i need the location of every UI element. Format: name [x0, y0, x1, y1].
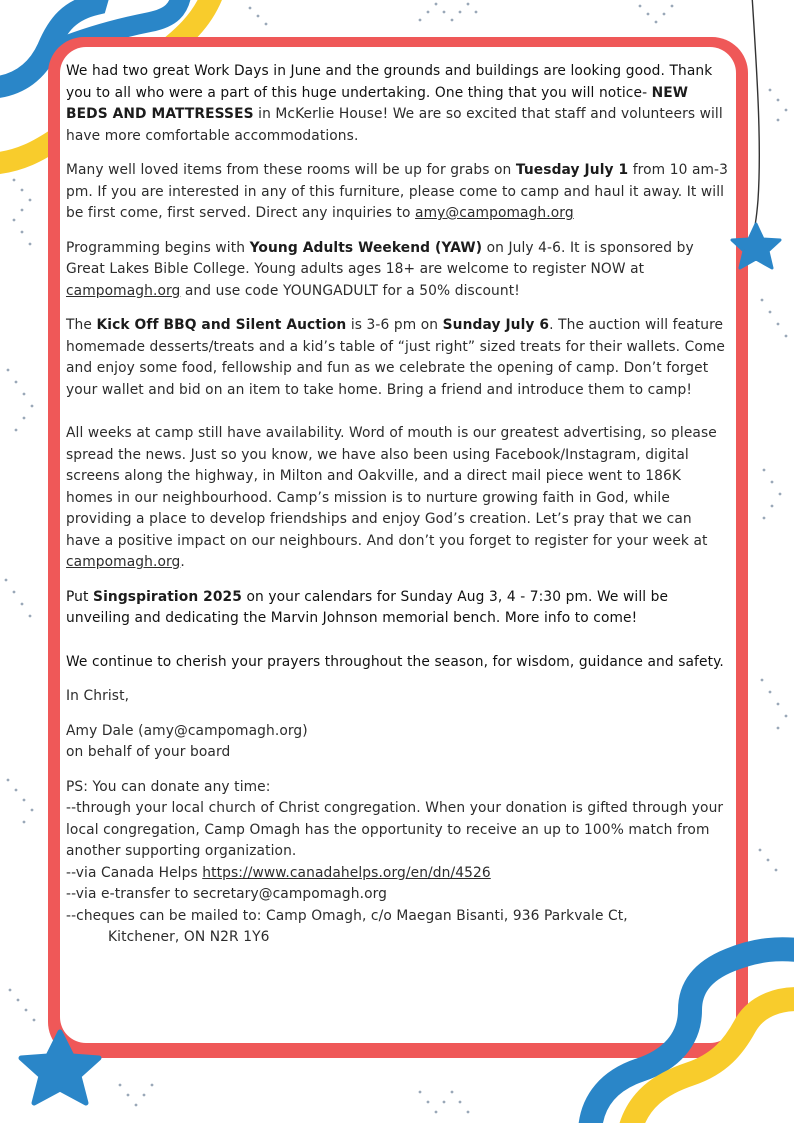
highlight-new-beds: NEW BEDS AND MATTRESSES — [66, 84, 689, 122]
blue-ribbon-bottom-right — [590, 949, 794, 1123]
highlight-bbq: Kick Off BBQ and Silent Auction — [96, 317, 347, 333]
paragraph-singspiration: Put Singspiration 2025 on your calendars for Sunday Aug 3, 4 - 7:30 pm. We will be unveiling and dedicating the Marvin Johnson memorial bench. More info to come! — [66, 588, 669, 626]
signature-role: on behalf of your board — [66, 744, 231, 760]
signature — [66, 721, 728, 764]
highlight-date: Tuesday July 1 — [515, 162, 629, 178]
ps-title: PS: You can donate any time: — [66, 778, 271, 795]
ps-cheques: --cheques can be mailed to: Camp Omagh, c/o Maegan Bisanti, 936 Parkvale Ct, — [66, 907, 628, 924]
canada-helps-link[interactable]: https://www.canadahelps.org/en/dn/4526 — [202, 864, 491, 881]
highlight-singspiration: Singspiration 2025 — [93, 588, 242, 605]
ps-etransfer: --via e-transfer to secretary@campomagh.org — [66, 886, 388, 902]
paragraph-prayers: We continue to cherish your prayers throughout the season, for wisdom, guidance and safety. — [66, 653, 724, 670]
hanging-string — [752, 0, 759, 236]
star-icon — [732, 224, 780, 268]
letter-body — [66, 61, 728, 962]
email-link[interactable]: amy@campomagh.org — [415, 205, 574, 221]
website-link[interactable]: campomagh.org — [66, 282, 181, 299]
paragraph-furniture: Many well loved items from these rooms will be up for grabs on Tuesday July 1 from 10 am-3 pm. If you are interested in any of this furniture, please come to camp and haul it away. It will be first come, first served. Direct any inquiries to amy@campomagh.org — [66, 162, 728, 221]
ps-canada-helps: --via Canada Helps https://www.canadahelps.org/en/dn/4526 — [66, 864, 491, 881]
paragraph-availability: All weeks at camp still have availability. Word of mouth is our greatest advertising, so please spread the news. Just so you know, we have also been using Facebook/Instagram, digital screens along the highway, in Milton and Oakville, and a direct mail piece went to 186K homes in our neighbourhood. Camp’s mission is to nurture growing faith in God, while providing a place to develop friendships and enjoy God’s creation. Let’s pray that we can have a positive impact on our neighbours. And don’t you forget to register for your week at campomagh.org. — [66, 425, 717, 570]
ps-church: --through your local church of Christ congregation. When your donation is gifted through your local congregation, Camp Omagh has the opportunity to receive an up to 100% match from another supporting organization. — [66, 800, 724, 859]
highlight-yaw: Young Adults Weekend (YAW) — [249, 239, 483, 256]
closing: In Christ, — [66, 688, 130, 704]
website-link[interactable]: campomagh.org — [66, 554, 181, 570]
paragraph-yaw: Programming begins with Young Adults Weekend (YAW) on July 4-6. It is sponsored by Great Lakes Bible College. Young adults ages 18+ are welcome to register NOW at campomagh.org and use code YOUNGADULT for a 50% discount! — [66, 239, 694, 299]
postscript — [66, 777, 728, 949]
paragraph-bbq: The Kick Off BBQ and Silent Auction is 3-6 pm on Sunday July 6. The auction will feature homemade desserts/treats and a kid’s table of “just right” sized treats for their wallets. Come and enjoy some food, fellowship and fun as we celebrate the opening of camp. Don’t forget your wallet and bid on an item to take home. Bring a friend and introduce them to camp! — [66, 317, 726, 398]
star-icon — [21, 1032, 99, 1103]
highlight-date: Sunday July 6 — [442, 317, 550, 333]
ps-address: Kitchener, ON N2R 1Y6 — [108, 929, 270, 945]
signature-name: Amy Dale (amy@campomagh.org) — [66, 722, 308, 739]
paragraph-work-days: We had two great Work Days in June and the grounds and buildings are looking good. Thank you to all who were a part of this huge undertaking. One thing that you will notice- NEW BEDS AND MATTRESSES in McKerlie House! We are so excited that staff and volunteers will have more comfortable accommodations. — [66, 63, 723, 144]
